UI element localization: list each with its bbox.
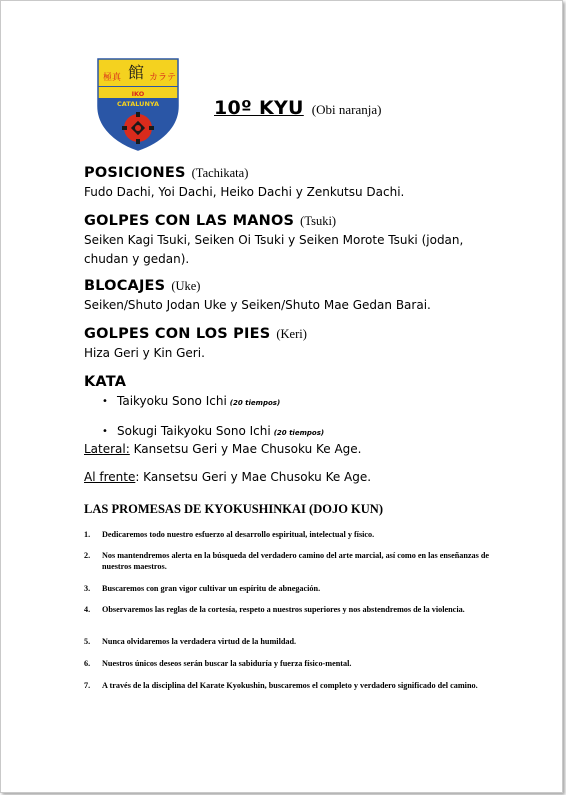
posiciones-text: Fudo Dachi, Yoi Dachi, Heiko Dachi y Zenkutsu Dachi. [84,185,405,199]
kata-heading [84,373,126,391]
promesa-number: 6. [84,659,91,668]
promesa-item [84,680,494,691]
bullet-icon: • [102,396,108,407]
frente-text: : Kansetsu Geri y Mae Chusoku Ke Age. [135,470,372,484]
promesa-number: 3. [84,584,91,593]
golpes-pies-heading [84,325,307,343]
blocajes-title: BLOCAJES [84,278,166,294]
promesa-item [84,550,494,572]
posiciones-paren: (Tachikata) [191,166,249,180]
promesas-title: LAS PROMESAS DE KYOKUSHINKAI (DOJO KUN) [84,502,383,516]
blocajes-paren: (Uke) [171,279,201,293]
kata-item-note: (20 tiempos) [229,399,281,407]
logo-kanji-left: 極真 [103,73,122,83]
promesa-text: Dedicaremos todo nuestro esfuerzo al desarrollo espiritual, intelectual y físico. [102,530,375,539]
bullet-icon: • [102,426,108,437]
blocajes-text: Seiken/Shuto Jodan Uke y Seiken/Shuto Mae Gedan Barai. [84,298,431,312]
promesa-text: Observaremos las reglas de la cortesía, respeto a nuestros superiores y nos abstendremos de la violencia. [102,605,465,614]
kata-item [102,394,280,408]
logo-band-text-1: IKO [131,90,145,98]
promesa-item [84,636,494,647]
promesa-item [84,604,494,615]
golpes-pies-paren: (Keri) [276,327,307,341]
promesa-item [84,529,494,540]
golpes-manos-heading [84,212,336,230]
promesa-number: 7. [84,681,91,690]
logo-kanji-right: カラテ [149,73,177,83]
golpes-manos-title: GOLPES CON LAS MANOS [84,213,295,229]
golpes-pies-title: GOLPES CON LOS PIES [84,326,271,342]
promesa-number: 1. [84,530,91,539]
golpes-manos-paren: (Tsuki) [300,214,337,228]
promesa-text: Nunca olvidaremos la verdadera virtud de la humildad. [102,637,297,646]
promesa-item [84,583,494,594]
title-sub: (Obi naranja) [311,102,382,117]
iko-catalunya-logo [97,58,179,151]
promesa-number: 2. [84,551,91,560]
posiciones-title: POSICIONES [84,165,186,181]
promesa-item [84,658,494,669]
promesa-number: 5. [84,637,91,646]
blocajes-heading [84,277,200,295]
promesa-text: A través de la disciplina del Karate Kyokushin, buscaremos el completo y verdadero significado del camino. [102,681,478,690]
lateral-text: Kansetsu Geri y Mae Chusoku Ke Age. [129,442,362,456]
promesa-number: 4. [84,605,91,614]
logo-kanji-center: 館 [128,63,145,82]
golpes-pies-text: Hiza Geri y Kin Geri. [84,346,205,360]
kata-frente [84,470,371,484]
promesa-text: Nuestros únicos deseos serán buscar la sabiduría y fuerza físico-mental. [102,659,352,668]
posiciones-heading [84,164,248,182]
lateral-label: Lateral: [84,442,130,456]
kata-lateral [84,442,362,456]
kata-title: KATA [84,374,127,390]
frente-label: Al frente [84,470,136,484]
promesa-text: Buscaremos con gran vigor cultivar un espíritu de abnegación. [102,584,321,593]
kata-item-note: (20 tiempos) [273,429,325,437]
promesa-text: Nos mantendremos alerta en la búsqueda del verdadero camino del arte marcial, así como en las enseñanzas de nuestros maestros. [102,551,490,571]
kata-item [102,424,324,438]
kata-item-name: Sokugi Taikyoku Sono Ichi [117,424,271,438]
title-main: 10º KYU [214,97,304,119]
page-title [214,97,381,119]
kata-item-name: Taikyoku Sono Ichi [117,394,227,408]
golpes-manos-text: Seiken Kagi Tsuki, Seiken Oi Tsuki y Seiken Morote Tsuki (jodan, chudan y gedan). [84,233,464,266]
logo-band-text-2: CATALUNYA [117,100,159,108]
